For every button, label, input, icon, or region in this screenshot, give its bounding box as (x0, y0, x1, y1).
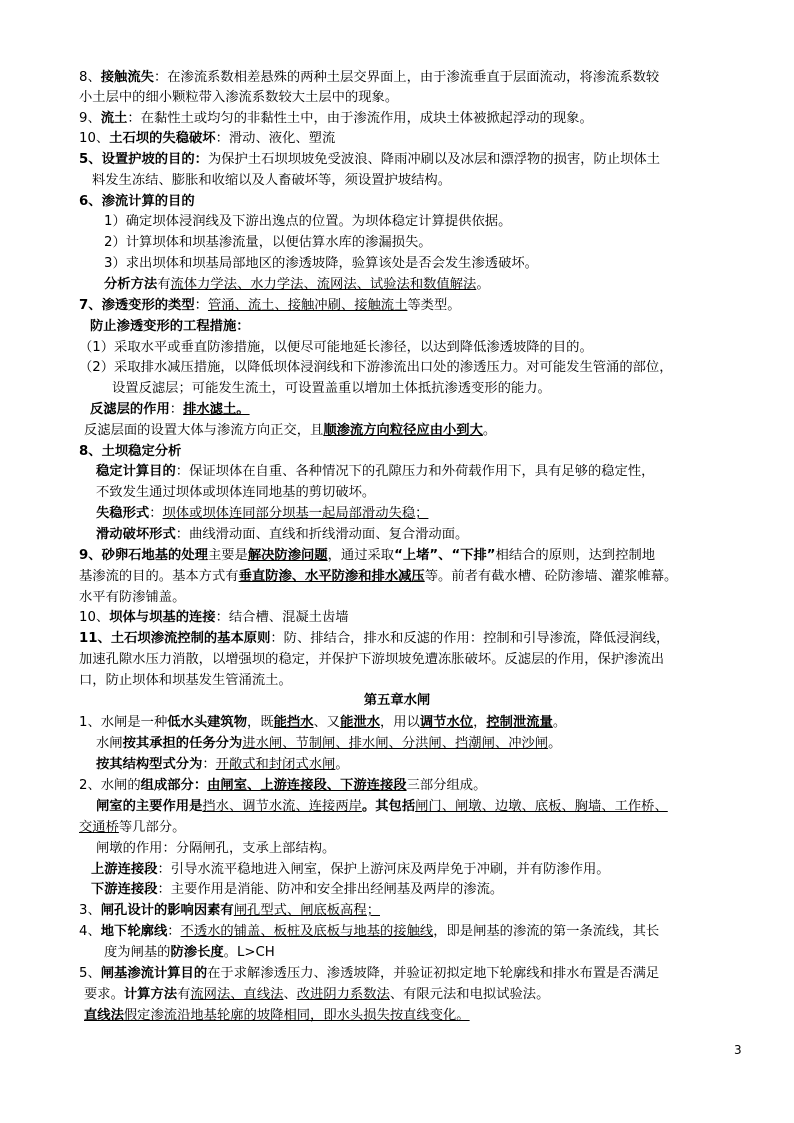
z2-chamber: 闸室的主要作用是挡水、调节水流、连接两岸。其包括闸门、闸墩、边墩、底板、胸墙、工作桥、 (96, 799, 668, 814)
s6-filter: 反滤层的作用：排水滤土。 (90, 402, 250, 417)
s5-method: 分析方法有流体力学法、水力学法、流网法、试验法和数值解法。 (104, 277, 490, 292)
s6-item2-cont: 设置反滤层；可能发生流土，可设置盖重以增加土体抵抗渗透变形的能力。 (112, 381, 551, 396)
z2-chamber-cont: 交通桥等几部分。 (79, 820, 186, 835)
s6-item2: （2）采取排水减压措施，以降低坝体浸润线和下游渗流出口处的渗透压力。对可能发生管涌的部位， (79, 360, 673, 375)
s5-item2: 2）计算坝体和坝基渗流量，以便估算水库的渗漏损失。 (104, 235, 432, 250)
z1-tasks: 水闸按其承担的任务分为进水闸、节制闸、排水闸、分洪闸、挡潮闸、冲沙闸。 (96, 736, 562, 751)
s10-line2: 加速孔隙水压力消散，以增强坝的稳定，并保护下游坝坡免遭冻胀破坏。反滤层的作用，保护渗流出 (79, 652, 665, 667)
s7-failure-form: 失稳形式：坝体或坝体连同部分坝基一起局部滑动失稳； (96, 506, 429, 521)
z1-structure: 按其结构型式分为：开敞式和封闭式水闸。 (96, 757, 349, 772)
z1-line: 1、水闸是一种低水头建筑物，既能挡水、又能泄水，用以调节水位，控制泄流量。 (79, 715, 567, 730)
s6-measures-heading: 防止渗透变形的工程措施： (90, 319, 250, 334)
s9-line: 10、坝体与坝基的连接：结合槽、混凝土齿墙 (79, 610, 349, 625)
s6-line: 7、渗透变形的类型：管涌、流土、接触冲刷、接触流土等类型。 (79, 298, 461, 313)
z5-line: 5、闸基渗流计算目的在于求解渗透压力、渗透坡降，并验证初拟定地下轮廓线和排水布置是否满足 (79, 966, 660, 981)
z2-upstream: 上游连接段：引导水流平稳地进入闸室，保护上游河床及两岸免于冲刷，并有防渗作用。 (91, 862, 610, 877)
z5-line3: 直线法假定渗流沿地基轮廓的坡降相同，即水头损失按直线变化。 (84, 1008, 470, 1023)
s6-item1: （1）采取水平或垂直防渗措施，以便尽可能地延长渗径，以达到降低渗透坡降的目的。 (79, 340, 593, 355)
s5-item3: 3）求出坝体和坝基局部地区的渗透坡降，验算该处是否会发生渗透破坏。 (104, 256, 538, 271)
z5-line2: 要求。计算方法有流网法、直线法、改进阴力系数法、有限元法和电拟试验法。 (84, 987, 550, 1002)
s10-line: 11、土石坝渗流控制的基本原则：防、排结合，排水和反滤的作用：控制和引导渗流，降低浸润线， (79, 631, 670, 646)
z3-line: 3、闸孔设计的影响因素有闸孔型式、闸底板高程； (79, 903, 380, 918)
s8-line: 9、砂卵石地基的处理主要是解决防渗问题，通过采取“上堵”、“下排”相结合的原则，达到控制地 (79, 548, 656, 563)
z4-line2: 度为闸基的防渗长度。L>CH (104, 945, 275, 960)
z2-line: 2、水闸的组成部分：由闸室、上游连接段、下游连接段三部分组成。 (79, 778, 487, 793)
s7-sliding: 滑动破坏形式：曲线滑动面、直线和折线滑动面、复合滑动面。 (96, 527, 469, 542)
s2-line: 9、流土：在黏性土或均匀的非黏性土中，由于渗流作用，成块土体被掀起浮动的现象。 (79, 111, 593, 126)
chapter-title: 第五章水闸 (363, 693, 431, 708)
s5-heading: 6、渗流计算的目的 (79, 194, 195, 209)
s3-line: 10、土石坝的失稳破坏：滑动、液化、塑流 (79, 131, 336, 146)
s6-filter-layout: 反滤层面的设置大体与渗流方向正交，且顺渗流方向粒径应由小到大。 (84, 423, 497, 438)
s7-purpose-cont: 不致发生通过坝体或坝体连同地基的剪切破坏。 (96, 485, 376, 500)
s10-line3: 口，防止坝体和坝基发生管涌流土。 (79, 673, 292, 688)
s7-heading: 8、土坝稳定分析 (79, 444, 182, 459)
z2-pier: 闸墩的作用：分隔闸孔，支承上部结构。 (96, 841, 336, 856)
s4-line: 5、设置护坡的目的：为保护土石坝坝坡免受波浪、降雨冲刷以及冰层和漂浮物的损害，防止坝体土 (79, 152, 661, 167)
s5-item1: 1）确定坝体浸润线及下游出逸点的位置。为坝体稳定计算提供依据。 (104, 214, 512, 229)
s8-line3: 水平有防渗铺盖。 (79, 590, 186, 605)
s1-line2: 小土层中的细小颗粒带入渗流系数较大土层中的现象。 (79, 90, 399, 105)
s8-line2: 基渗流的目的。基本方式有垂直防渗、水平防渗和排水减压等。前者有截水槽、砼防渗墙、灌浆帷幕。 (79, 569, 678, 584)
s1-line: 8、接触流失：在渗流系数相差悬殊的两种土层交界面上，由于渗流垂直于层面流动，将渗流系数较 (79, 70, 660, 85)
page-number: 3 (734, 1043, 742, 1057)
z4-line: 4、地下轮廓线：不透水的铺盖、板桩及底板与地基的接触线，即是闸基的渗流的第一条流线，其长 (79, 924, 660, 939)
s7-purpose: 稳定计算目的：保证坝体在自重、各种情况下的孔隙压力和外荷载作用下，具有足够的稳定性， (96, 464, 655, 479)
s4-line2: 料发生冻结、膨胀和收缩以及人畜破坏等，须设置护坡结构。 (92, 173, 452, 188)
z2-downstream: 下游连接段：主要作用是消能、防冲和安全排出经闸基及两岸的渗流。 (91, 882, 504, 897)
